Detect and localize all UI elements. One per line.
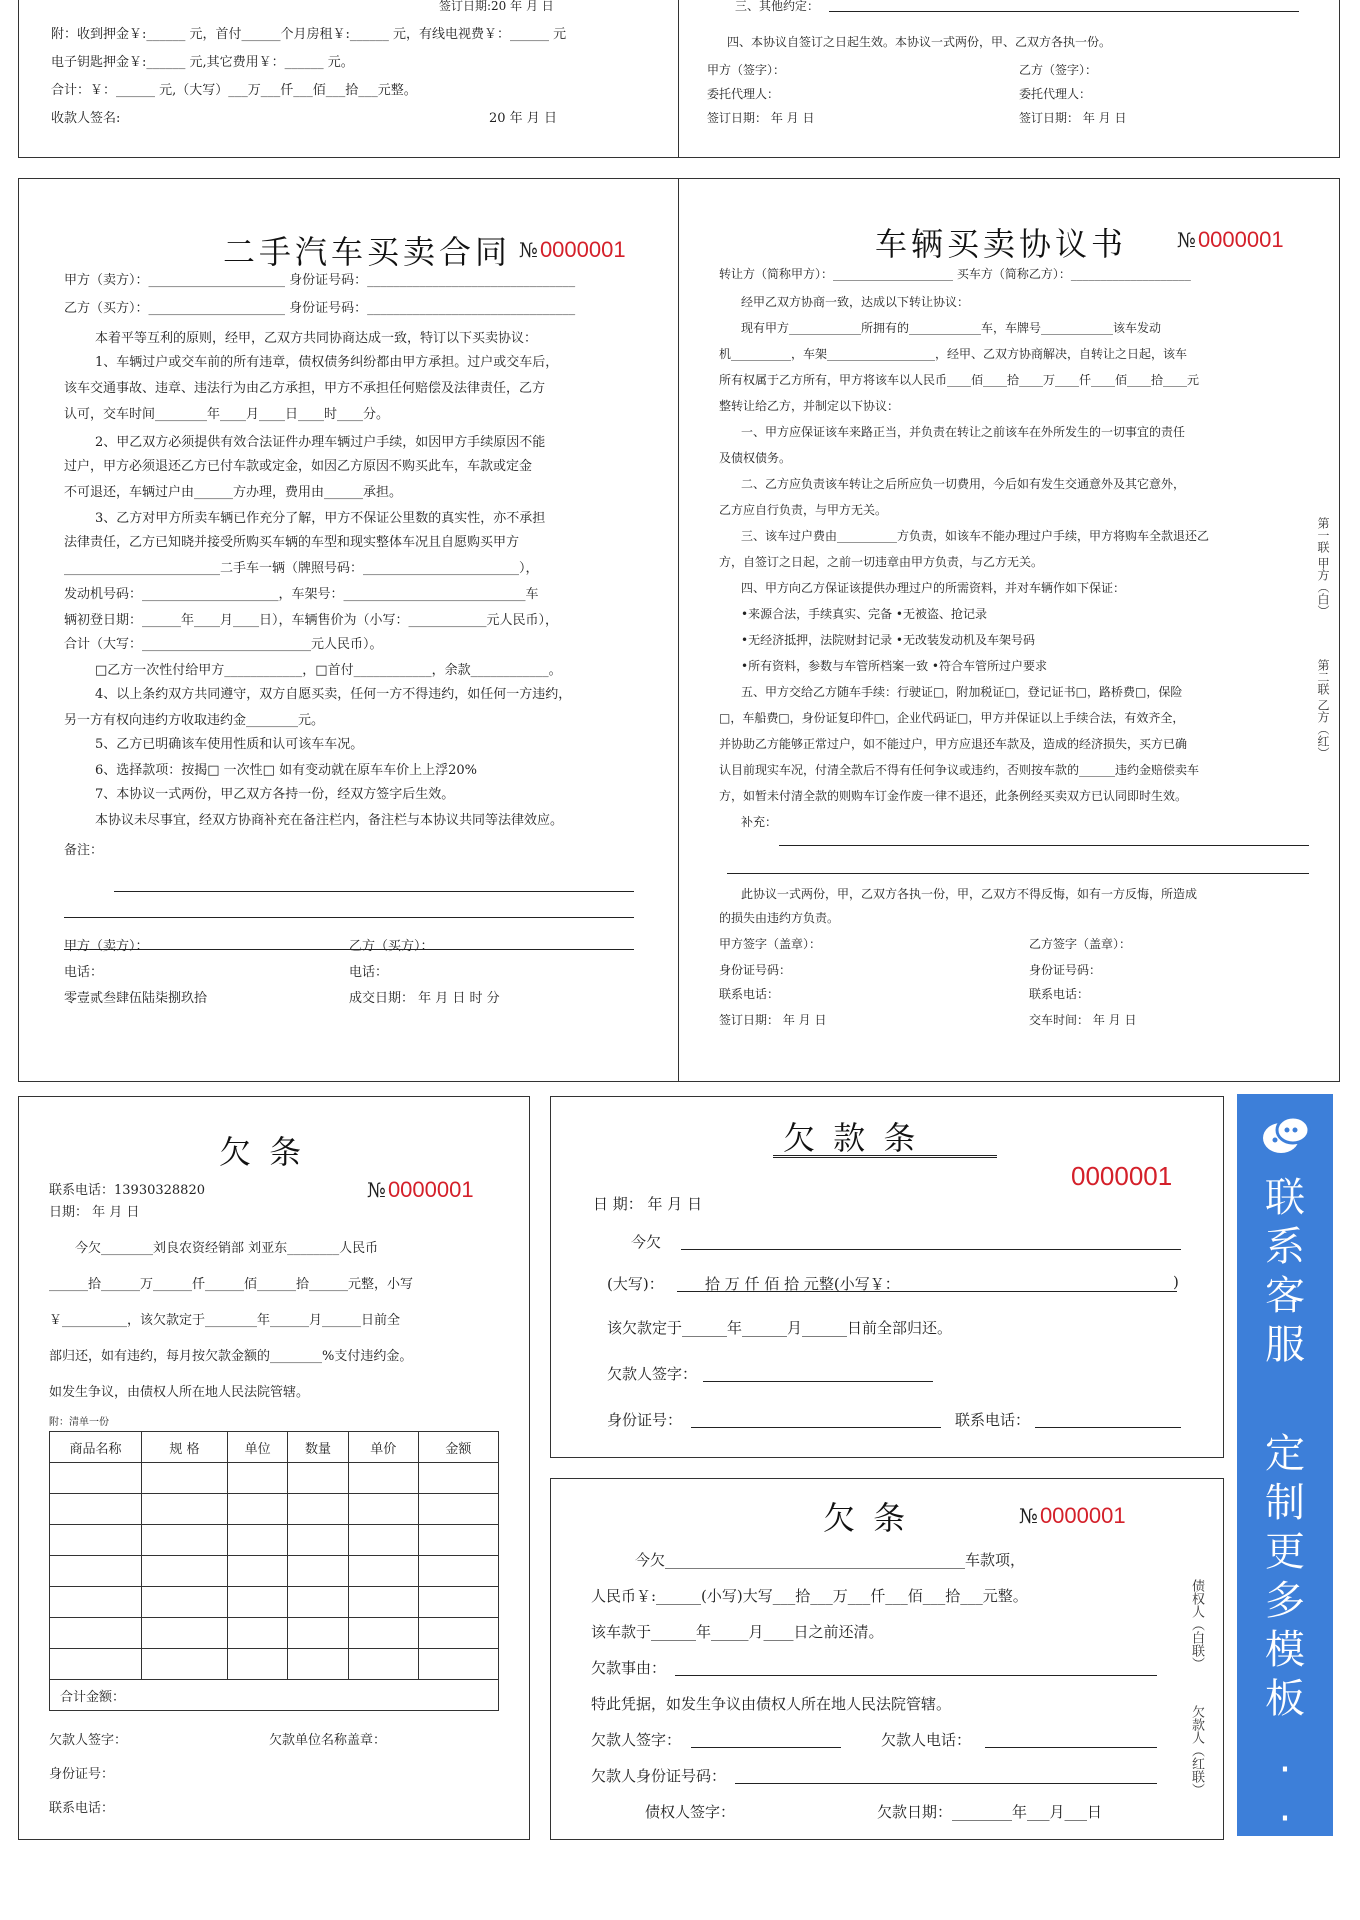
- iou-right-creditor-sign: 债权人签字：: [645, 1803, 736, 1821]
- iou-left-title: 欠 条: [219, 1133, 306, 1171]
- iou-right-number: №0000001: [1019, 1503, 1126, 1528]
- iou-left-date: 日期： 年 月 日: [49, 1205, 140, 1220]
- agreement-line: 此协议一式两份，甲，乙双方各执一份，甲，乙双方不得反悔，如有一方反悔，所造成: [741, 887, 1198, 901]
- iou-right-title: 欠 条: [823, 1499, 910, 1537]
- copy-label-second: 第二联 乙方（红）: [1316, 659, 1330, 759]
- iou-item-table: [49, 1431, 499, 1711]
- table-row[interactable]: [50, 1649, 499, 1680]
- agreement-line: 机__________，车架__________________，经甲、乙双方协商解决，自转让之日起，该车: [719, 347, 1188, 361]
- contract-line: 本协议未尽事宜，经双方协商补充在备注栏内，备注栏与本协议共同等法律效应。: [95, 813, 564, 828]
- top-receipt-card: [18, 0, 1340, 158]
- col-price: 单价: [348, 1432, 418, 1463]
- customer-service-banner[interactable]: [1237, 1094, 1333, 1842]
- contract-line: □乙方一次性付给甲方____________，□首付____________，余款____________。: [95, 663, 562, 678]
- col-item-name: 商品名称: [50, 1432, 142, 1463]
- debt-note-phone: 联系电话：: [955, 1411, 1031, 1429]
- agreement-line: 乙方签字（盖章）：: [1029, 937, 1132, 951]
- col-unit: 单位: [227, 1432, 287, 1463]
- agreement-line: 身份证号码：: [719, 963, 792, 977]
- iou-left-number: №0000001: [367, 1177, 474, 1202]
- agreement-line: 经甲乙双方协商一致，达成以下转让协议：: [741, 295, 970, 309]
- contract-line: 乙方（买方）：_____________________ 身份证号码：________________________________: [64, 301, 576, 316]
- agreement-line: 一、甲方应保证该车来路正当，并负责在转让之前该车在外所发生的一切事宜的责任: [741, 425, 1186, 439]
- agreement-line: 身份证号码：: [1029, 963, 1102, 977]
- receipt-deposit-line: 附：收到押金￥:______ 元，首付______个月房租￥:______ 元，有线电视费￥：______ 元: [51, 27, 567, 42]
- iou-right-debtor-id: 欠款人身份证号码：: [591, 1767, 727, 1785]
- table-row[interactable]: [50, 1494, 499, 1525]
- table-header-row: [50, 1432, 499, 1463]
- iou-right-line-3: 该车款于______年_____月____日之前还清。: [591, 1623, 884, 1641]
- contract-line: 成交日期： 年 月 日 时 分: [349, 991, 500, 1006]
- agreement-line: •所有资料，参数与车管所档案一致 •符合车管所过户要求: [741, 659, 1047, 673]
- agreement-line: 签订日期： 年 月 日: [719, 1013, 827, 1027]
- agreement-line: 甲方签字（盖章）：: [719, 937, 822, 951]
- contract-line: 备注：: [64, 843, 104, 858]
- iou-left-debtor-sign: 欠款人签字：: [49, 1733, 128, 1748]
- table-row[interactable]: [50, 1525, 499, 1556]
- agreement-line: 转让方（简称甲方）：____________________ 买车方（简称乙方）：____________________: [719, 267, 1191, 281]
- contract-line: 电话：: [349, 965, 389, 980]
- contract-line: 2、甲乙双方必须提供有效合法证件办理车辆过户手续，如因甲方手续原因不能: [95, 435, 546, 450]
- contract-line: 甲方（卖方）：_____________________ 身份证号码：________________________________: [64, 273, 576, 288]
- chat-bubble-icon: [1259, 1112, 1313, 1158]
- debt-note-amount-label: (大写)：: [607, 1275, 664, 1293]
- iou-right-debt-date: 欠款日期：________年___月___日: [877, 1803, 1103, 1821]
- contract-line: 4、以上条约双方共同遵守，双方自愿买卖，任何一方不得违约，如任何一方违约，: [95, 687, 572, 702]
- iou-right-line-4: 欠款事由：: [591, 1659, 667, 1677]
- table-row[interactable]: [50, 1587, 499, 1618]
- debt-note-id: 身份证号：: [607, 1411, 683, 1429]
- col-amount: 金额: [418, 1432, 498, 1463]
- receipt-key-deposit-line: 电子钥匙押金￥:______ 元,其它费用￥：______ 元。: [51, 55, 354, 70]
- agreement-line: •来源合法，手续真实、完备 •无被盗、抢记录: [741, 607, 987, 621]
- iou-left-unit-seal: 欠款单位名称盖章：: [269, 1733, 387, 1748]
- receipt-total-line: 合计：￥：______ 元,（大写）___万___仟___佰___拾___元整。: [51, 83, 417, 98]
- total-amount-label: 合计金额：: [50, 1680, 499, 1711]
- agreement-line: 并协助乙方能够正常过户，如不能过户，甲方应退还车款及，造成的经济损失，买方已确: [719, 737, 1188, 751]
- debt-note-amount-close: ): [1173, 1273, 1179, 1291]
- table-row[interactable]: [50, 1463, 499, 1494]
- iou-left-id: 身份证号：: [49, 1767, 115, 1782]
- contract-line: 合计（大写：__________________________元人民币）。: [64, 637, 383, 652]
- debt-note-amount-units: 拾 万 仟 佰 拾 元整(小写￥：: [705, 1275, 900, 1293]
- contract-line: 法律责任，乙方已知晓并接受所购买车辆的车型和现实整体车况且自愿购买甲方: [64, 535, 520, 550]
- agreement-line: 方，自签订之日起，之前一切违章由甲方负责，与乙方无关。: [719, 555, 1044, 569]
- copy-label-first: 第一联 甲方（白）: [1316, 517, 1330, 617]
- iou-left-line-2: ______拾______万______仟______佰______拾______元整，小写: [49, 1277, 414, 1292]
- iou-right-line-2: 人民币￥:______(小写)大写___拾___万___仟___佰___拾___元整。: [591, 1587, 1028, 1605]
- party-b-sign: 乙方（签字）：: [1019, 63, 1098, 77]
- service-contact-text: 联 系 客 服: [1265, 1175, 1305, 1368]
- contract-line: 3、乙方对甲方所卖车辆已作充分了解，甲方不保证公里数的真实性，亦不承担: [95, 511, 546, 526]
- contract-line: 1、车辆过户或交车前的所有违章，债权债务纠纷都由甲方承担。过户或交车后，: [95, 355, 559, 370]
- agreement-line: 认目前现实车况，付清全款后不得有任何争议或违约，否则按车款的______违约金赔偿卖车: [719, 763, 1200, 777]
- iou-left-phone: 联系电话：: [49, 1801, 115, 1816]
- debt-note-sign: 欠款人签字：: [607, 1365, 698, 1383]
- agreement-line: 交车时间： 年 月 日: [1029, 1013, 1137, 1027]
- contract-line: 6、选择款项：按揭□ 一次性□ 如有变动就在原车车价上上浮20%: [95, 763, 477, 778]
- party-b-date: 签订日期： 年 月 日: [1019, 111, 1127, 125]
- contract-line: 本着平等互利的原则，经甲，乙双方共同协商达成一致，特订以下买卖协议：: [95, 331, 538, 346]
- receipt-payee-label: 收款人签名:: [51, 111, 121, 126]
- party-b-agent: 委托代理人：: [1019, 87, 1092, 101]
- table-total-row: [50, 1680, 499, 1711]
- agreement-line: 现有甲方____________所拥有的____________车，车牌号____________该车发动: [741, 321, 1162, 335]
- agreement-number: №0000001: [1177, 227, 1284, 252]
- agreement-line: 的损失由违约方负责。: [719, 911, 840, 925]
- agreement-line: 五、甲方交给乙方随车手续：行驶证□，附加税证□，登记证书□，路桥费□，保险: [741, 685, 1183, 699]
- agreement-effective-line: 四、本协议自签订之日起生效。本协议一式两份，甲、乙双方各执一份。: [727, 35, 1112, 49]
- agreement-line: 补充：: [741, 815, 778, 829]
- iou-right-debtor-phone: 欠款人电话：: [881, 1731, 972, 1749]
- iou-left-line-4: 部归还，如有违约，每月按欠款金额的________%支付违约金。: [49, 1349, 413, 1364]
- table-row[interactable]: [50, 1618, 499, 1649]
- agreement-line: 乙方应自行负责，与甲方无关。: [719, 503, 888, 517]
- agreement-line: 方，如暂未付清全款的则购车订金作废一律不退还，此条例经买卖双方已认同即时生效。: [719, 789, 1188, 803]
- col-qty: 数量: [288, 1432, 348, 1463]
- contract-line: 过户，甲方必须退还乙方已付车款或定金，如因乙方原因不购买此车，车款或定金: [64, 459, 533, 474]
- car-contract-card: [18, 178, 1340, 1082]
- contract-line: 辆初登日期：______年____月____日），车辆售价为（小写：____________元人民币），: [64, 613, 559, 628]
- party-a-date: 签订日期： 年 月 日: [707, 111, 815, 125]
- iou-left-list-note: 附：清单一份: [49, 1417, 109, 1428]
- iou-middle-card: [550, 1096, 1224, 1458]
- contract-number: №0000001: [519, 237, 626, 262]
- agreement-title: 车辆买卖协议书: [875, 225, 1128, 263]
- service-dots: · ·: [1278, 1747, 1292, 1842]
- contract-line: 不可退还，车辆过户由______方办理，费用由______承担。: [64, 485, 403, 500]
- party-a-sign: 甲方（签字）：: [707, 63, 786, 77]
- contract-line: ________________________二手车一辆（牌照号码：________________________），: [64, 561, 539, 576]
- iou-right-card: [550, 1478, 1224, 1840]
- agreement-line: 及债权债务。: [719, 451, 792, 465]
- contract-line: 另一方有权向违约方收取违约金________元。: [64, 713, 325, 728]
- agreement-line: 所有权属于乙方所有，甲方将该车以人民币____佰____拾____万____仟____佰____拾____元: [719, 373, 1200, 387]
- used-car-contract: [19, 179, 679, 1081]
- iou-left-contact: 联系电话：13930328820: [49, 1183, 205, 1198]
- receipt-sign-date: 签订日期:20 年 月 日: [439, 0, 554, 13]
- receipt-left-panel: [19, 0, 679, 157]
- party-a-agent: 委托代理人：: [707, 87, 780, 101]
- debt-note-due: 该欠款定于______年______月______日前全部归还。: [607, 1319, 953, 1337]
- agreement-line: □，车船费□，身份证复印件□，企业代码证□，甲方并保证以上手续合法，有效齐全，: [719, 711, 1185, 725]
- iou-right-copy-red: 欠款人（红联）: [1189, 1705, 1204, 1796]
- contract-line: 该车交通事故、违章、违法行为由乙方承担，甲方不承担任何赔偿及法律责任，乙方: [64, 381, 546, 396]
- debt-note-date: 日 期： 年 月 日: [593, 1195, 703, 1213]
- col-spec: 规 格: [141, 1432, 227, 1463]
- contract-line: 电话：: [64, 965, 104, 980]
- iou-right-line-5: 特此凭据，如发生争议由债权人所在地人民法院管辖。: [591, 1695, 952, 1713]
- agreement-line: •无经济抵押，法院财封记录 •无改装发动机及车架号码: [741, 633, 1035, 647]
- debt-note-title: 欠 款 条: [783, 1119, 920, 1157]
- iou-left-card: [18, 1096, 530, 1840]
- iou-left-line-1: 今欠________刘良农资经销部 刘亚东________人民币: [75, 1241, 379, 1256]
- service-custom-text: 定 制 更 多 模 板: [1265, 1431, 1305, 1722]
- vehicle-sale-agreement: [679, 179, 1339, 1081]
- iou-right-copy-white: 债权人（白联）: [1189, 1579, 1204, 1670]
- debt-note-owe-label: 今欠: [631, 1233, 662, 1251]
- receipt-payee-date: 20 年 月 日: [489, 111, 557, 126]
- contract-line: 发动机号码：_____________________，车架号：____________________________车: [64, 587, 539, 602]
- contract-line: 认可，交车时间________年____月____日____时____分。: [64, 407, 390, 422]
- receipt-right-panel: [679, 0, 1339, 157]
- agreement-line: 联系电话：: [1029, 987, 1090, 1001]
- contract-line: 零壹贰叁肆伍陆柒捌玖拾: [64, 991, 208, 1006]
- agreement-line: 二、乙方应负责该车转让之后所应负一切费用，今后如有发生交通意外及其它意外，: [741, 477, 1186, 491]
- agreement-line: 整转让给乙方，并制定以下协议：: [719, 399, 900, 413]
- agreement-line: 联系电话：: [719, 987, 780, 1001]
- debt-note-number: 0000001: [1071, 1161, 1173, 1191]
- iou-right-line-1: 今欠________________________________________车款项，: [635, 1551, 1026, 1569]
- iou-right-debtor-sign: 欠款人签字：: [591, 1731, 682, 1749]
- contract-line: 7、本协议一式两份，甲乙双方各持一份，经双方签字后生效。: [95, 787, 455, 802]
- contract-line: 5、乙方已明确该车使用性质和认可该车车况。: [95, 737, 364, 752]
- agreement-line: 四、甲方向乙方保证该提供办理过户的所需资料，并对车辆作如下保证：: [741, 581, 1126, 595]
- contract-line: 甲方（卖方）：: [64, 939, 149, 954]
- iou-left-line-5: 如发生争议，由债权人所在地人民法院管辖。: [49, 1385, 310, 1400]
- table-row[interactable]: [50, 1556, 499, 1587]
- agreement-line: 三、该车过户费由__________方负责，如该车不能办理过户手续，甲方将购车全款退还乙: [741, 529, 1210, 543]
- iou-left-line-3: ￥__________，该欠款定于________年______月______日前全: [49, 1313, 401, 1328]
- contract-line: 乙方（买方）：: [349, 939, 434, 954]
- contract-title: 二手汽车买卖合同: [223, 233, 512, 271]
- other-terms-label: 三、其他约定：: [735, 0, 820, 13]
